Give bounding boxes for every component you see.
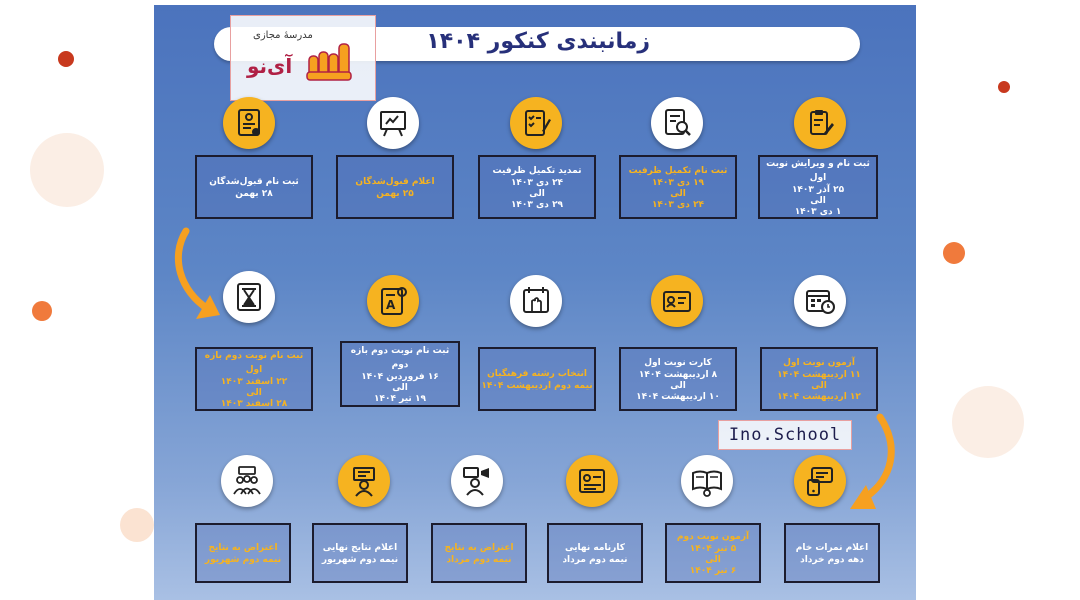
arrow-down-left-icon	[174, 227, 224, 327]
step-title: تمدید تکمیل ظرفیت	[492, 165, 582, 176]
step-date: نیمه دوم اردیبهشت ۱۴۰۴	[481, 380, 593, 391]
page-title: زمانبندی کنکور ۱۴۰۴	[426, 29, 650, 54]
step-date: ۸ اردیبهشت ۱۴۰۴	[638, 369, 718, 380]
step-box	[340, 341, 460, 407]
step-title: کارنامه نهایی	[565, 542, 625, 553]
step-date: ۲۸ اسفند ۱۴۰۳	[220, 398, 288, 409]
step-date: ۶ تیر ۱۴۰۴	[689, 565, 737, 576]
whiteboard-announce-icon	[367, 97, 419, 149]
exam-sheet-icon	[367, 275, 419, 327]
logo-name: آی‌نو	[247, 54, 293, 78]
step-box	[619, 347, 737, 411]
results-board-icon	[338, 455, 390, 507]
step-date: ۲۹ دی ۱۴۰۳	[510, 199, 564, 210]
watermark: Ino.School	[718, 420, 852, 450]
step-box	[312, 523, 408, 583]
step-date: الی	[392, 382, 408, 393]
step-box	[547, 523, 643, 583]
step-date: الی	[705, 554, 721, 565]
step-date: ۱۹ تیر ۱۴۰۴	[374, 393, 426, 404]
step-box	[195, 347, 313, 411]
step-title: اعلام نمرات خام	[795, 542, 869, 553]
step-date: ۱ دی ۱۴۰۳	[794, 206, 842, 217]
step-box	[431, 523, 527, 583]
step-date: نیمه دوم مرداد	[446, 554, 512, 565]
report-card-icon	[566, 455, 618, 507]
step-box	[478, 155, 596, 219]
step-title: ثبت نام نوبت دوم بازه دوم	[350, 345, 450, 370]
step-box	[195, 155, 313, 219]
step-box	[336, 155, 454, 219]
logo-hand-icon	[305, 42, 357, 82]
step-box	[619, 155, 737, 219]
clipboard-edit-icon	[794, 97, 846, 149]
accepted-document-icon	[223, 97, 275, 149]
step-date: ۲۵ آذر ۱۴۰۳	[791, 184, 845, 195]
step-title: اعتراض به نتایج	[444, 542, 514, 553]
chat-phone-icon	[794, 455, 846, 507]
step-date: ۱۱ اردیبهشت ۱۴۰۴	[777, 369, 861, 380]
decor-circle	[30, 133, 104, 207]
step-date: ۱۶ فروردین ۱۴۰۴	[361, 371, 439, 382]
step-date: ۲۸ بهمن	[235, 188, 273, 199]
step-date: الی	[670, 380, 686, 391]
step-date: ۱۰ اردیبهشت ۱۴۰۴	[636, 391, 720, 402]
group-protest-icon	[221, 455, 273, 507]
step-date: الی	[810, 195, 826, 206]
step-box	[784, 523, 880, 583]
arrow-down-right-icon	[844, 413, 900, 517]
step-date: الی	[529, 188, 545, 199]
step-date: نیمه دوم شهریور	[321, 554, 399, 565]
logo	[230, 15, 376, 101]
step-date: ۱۹ دی ۱۴۰۳	[651, 177, 705, 188]
step-box	[195, 523, 291, 583]
decor-dot	[943, 242, 965, 264]
decor-circle	[120, 508, 154, 542]
decor-circle	[952, 386, 1024, 458]
hourglass-icon	[223, 271, 275, 323]
step-date: الی	[670, 188, 686, 199]
step-title: ثبت نام تکمیل ظرفیت	[628, 165, 728, 176]
step-title: اعلام قبول‌شدگان	[355, 176, 435, 187]
step-date: ۵ تیر ۱۴۰۴	[689, 543, 737, 554]
step-date: نیمه دوم شهریور	[204, 554, 282, 565]
step-date: نیمه دوم مرداد	[562, 554, 628, 565]
document-search-icon	[651, 97, 703, 149]
step-date: دهه دوم خرداد	[800, 554, 864, 565]
step-title: کارت نوبت اول	[644, 357, 712, 368]
step-title: اعتراض به نتایج	[208, 542, 278, 553]
logo-subtitle: مدرسهٔ مجازی	[253, 30, 313, 41]
step-date: ۲۵ بهمن	[376, 188, 414, 199]
svg-text:A: A	[386, 298, 396, 312]
step-title: انتخاب رشته فرهنگیان	[487, 368, 587, 379]
step-box	[758, 155, 878, 219]
step-title: ثبت نام نوبت دوم بازه اول	[204, 350, 304, 375]
step-box	[665, 523, 761, 583]
step-date: ۲۴ دی ۱۴۰۳	[510, 177, 564, 188]
step-box	[478, 347, 596, 411]
step-title: ثبت نام قبول‌شدگان	[209, 176, 299, 187]
step-box	[760, 347, 878, 411]
step-date: ۲۴ دی ۱۴۰۳	[651, 199, 705, 210]
schedule-poster	[154, 5, 916, 600]
step-date: الی	[246, 387, 262, 398]
calendar-hand-icon	[510, 275, 562, 327]
step-title: آزمون نوبت اول	[783, 357, 855, 368]
id-card-icon	[651, 275, 703, 327]
checklist-pen-icon	[510, 97, 562, 149]
open-book-icon	[681, 455, 733, 507]
step-date: الی	[811, 380, 827, 391]
megaphone-person-icon	[451, 455, 503, 507]
step-date: ۱۲ اردیبهشت ۱۴۰۴	[777, 391, 861, 402]
step-date: ۲۲ اسفند ۱۴۰۳	[220, 376, 288, 387]
step-title: ثبت نام و ویرایش نوبت اول	[766, 158, 870, 183]
step-title: اعلام نتایج نهایی	[322, 542, 398, 553]
calendar-exam-icon	[794, 275, 846, 327]
step-title: آزمون نوبت دوم	[676, 531, 750, 542]
decor-dot	[998, 81, 1010, 93]
decor-dot	[58, 51, 74, 67]
decor-dot	[32, 301, 52, 321]
